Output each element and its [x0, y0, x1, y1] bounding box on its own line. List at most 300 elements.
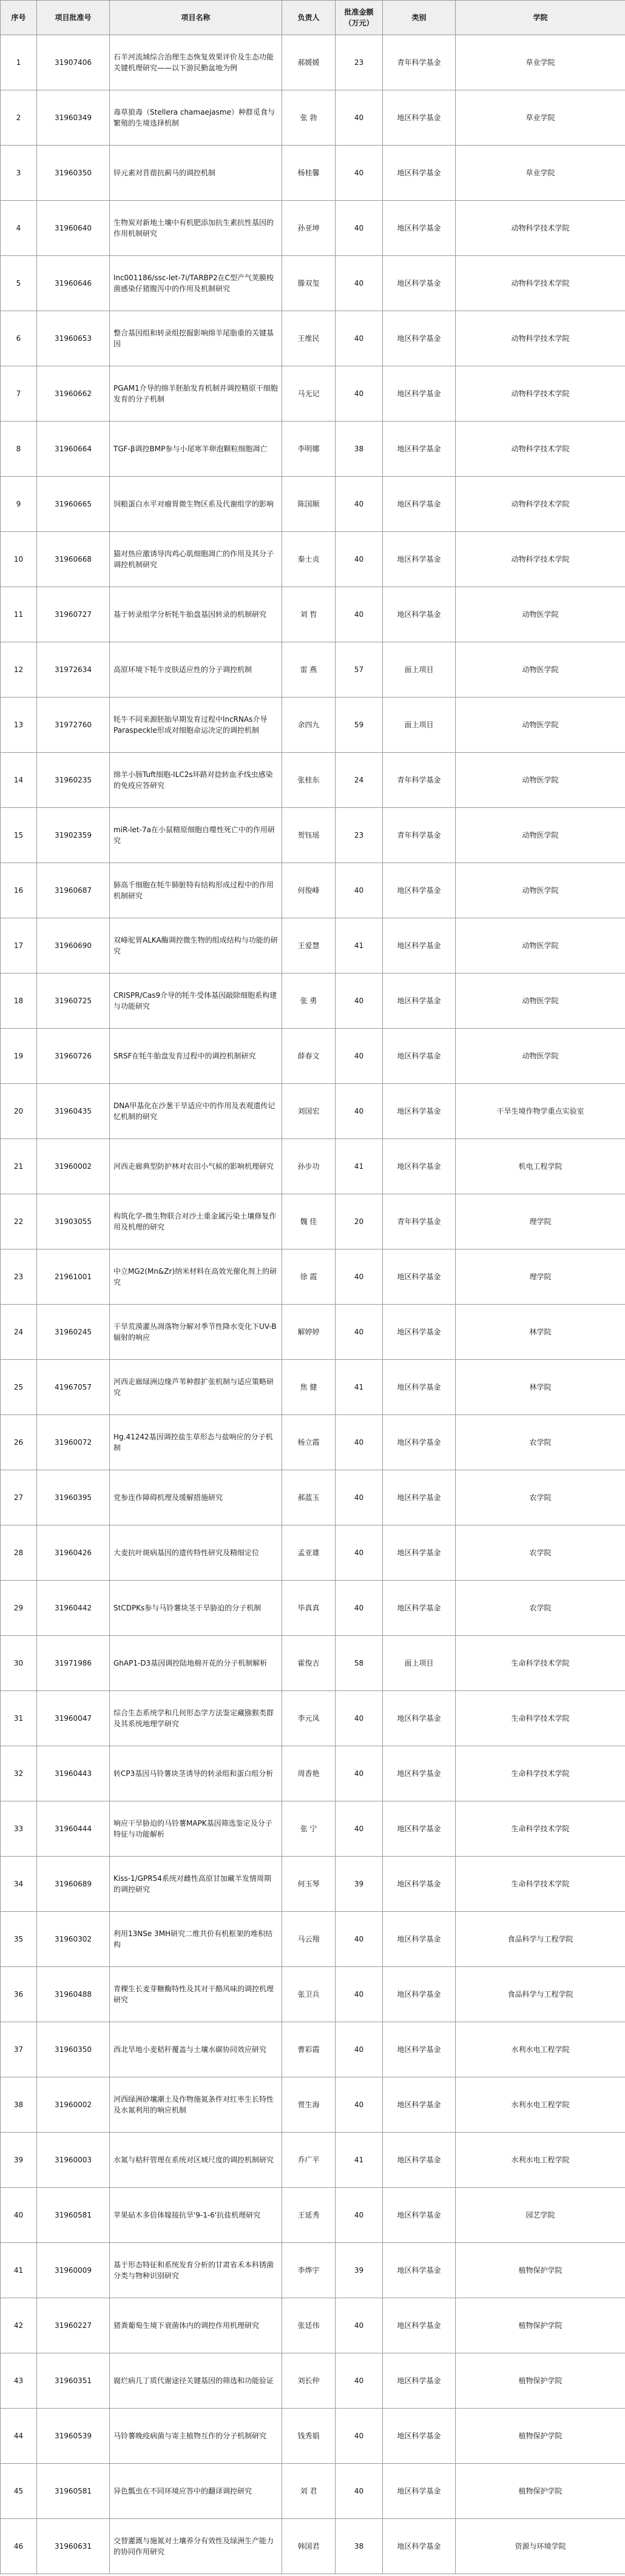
approval-number-cell: 31960002	[37, 1139, 110, 1194]
amount-cell: 40	[336, 863, 383, 918]
college-cell: 农学院	[456, 1470, 625, 1525]
table-row	[1, 753, 625, 808]
row-index-cell: 7	[1, 366, 37, 422]
category-cell: 地区科学基金	[383, 918, 456, 974]
table-row	[1, 698, 625, 753]
principal-cell: 曹彩霞	[282, 2022, 336, 2077]
header-project-title: 项目名称	[110, 1, 282, 35]
header-principal: 负责人	[282, 1, 336, 35]
row-index-cell: 46	[1, 2519, 37, 2574]
college-cell: 植物保护学院	[456, 2353, 625, 2409]
college-cell: 动物医学院	[456, 974, 625, 1029]
table-row	[1, 2298, 625, 2353]
table-row	[1, 1084, 625, 1139]
principal-cell: 薛春文	[282, 1029, 336, 1084]
amount-cell: 40	[336, 2353, 383, 2409]
project-title-cell: 绵羊小肠Tuft细胞-ILC2s环路对捻转血矛线虫感染的免疫应答研究	[110, 753, 282, 808]
principal-cell: 霍俊吉	[282, 1636, 336, 1691]
principal-cell: 徐 霞	[282, 1249, 336, 1305]
project-title-cell: 饲粮蛋白水平对瘤胃微生物区系及代谢组学的影响	[110, 477, 282, 532]
approval-number-cell: 31960009	[37, 2243, 110, 2298]
row-index-cell: 18	[1, 974, 37, 1029]
college-cell: 资源与环境学院	[456, 2519, 625, 2574]
row-index-cell: 26	[1, 1415, 37, 1470]
table-row	[1, 1857, 625, 1912]
project-title-cell: 西北旱地小麦秸秆覆盖与土壤水碳协同效应研究	[110, 2022, 282, 2077]
approval-number-cell: 31960235	[37, 753, 110, 808]
project-title-cell: lnc001186/ssc-let-7i/TARBP2在C型产气荚膜梭菌感染仔猪腹泻中的作用及机制研究	[110, 256, 282, 311]
table-row	[1, 2077, 625, 2133]
row-index-cell: 20	[1, 1084, 37, 1139]
amount-cell: 38	[336, 422, 383, 477]
college-cell: 干旱生境作物学重点实验室	[456, 1084, 625, 1139]
row-index-cell: 29	[1, 1581, 37, 1636]
amount-cell: 20	[336, 1194, 383, 1249]
amount-cell: 40	[336, 1249, 383, 1305]
approval-number-cell: 31960727	[37, 587, 110, 642]
table-row	[1, 642, 625, 698]
approval-number-cell: 41967057	[37, 1360, 110, 1415]
category-cell: 地区科学基金	[383, 532, 456, 587]
approval-number-cell: 31960227	[37, 2298, 110, 2353]
amount-cell: 40	[336, 477, 383, 532]
college-cell: 生命科学技术学院	[456, 1801, 625, 1857]
amount-cell: 39	[336, 1857, 383, 1912]
principal-cell: 杨立霞	[282, 1415, 336, 1470]
row-index-cell: 8	[1, 422, 37, 477]
amount-cell: 41	[336, 1139, 383, 1194]
project-title-cell: 中立MG2(Mn&Zr)纳米材料在高效光催化剂上的研究	[110, 1249, 282, 1305]
project-title-cell: 猫对热应激诱导肉鸡心肌细胞凋亡的作用及其分子调控机制研究	[110, 532, 282, 587]
row-index-cell: 24	[1, 1305, 37, 1360]
table-row	[1, 1967, 625, 2022]
approval-number-cell: 31960539	[37, 2409, 110, 2464]
table-row	[1, 1249, 625, 1305]
project-title-cell: PGAM1介导的绵羊胚胎发育机制并调控精原干细胞发育的分子机制	[110, 366, 282, 422]
amount-cell: 40	[336, 532, 383, 587]
college-cell: 生命科学技术学院	[456, 1857, 625, 1912]
college-cell: 动物科学技术学院	[456, 366, 625, 422]
amount-cell: 23	[336, 808, 383, 863]
amount-cell: 40	[336, 1691, 383, 1746]
header-category: 类别	[383, 1, 456, 35]
college-cell: 食品科学与工程学院	[456, 1912, 625, 1967]
row-index-cell: 9	[1, 477, 37, 532]
principal-cell: 何俊峰	[282, 863, 336, 918]
approval-number-cell: 31960690	[37, 918, 110, 974]
approval-number-cell: 31960662	[37, 366, 110, 422]
approval-number-cell: 31971986	[37, 1636, 110, 1691]
amount-cell: 41	[336, 2133, 383, 2188]
row-index-cell: 10	[1, 532, 37, 587]
approval-number-cell: 31902359	[37, 808, 110, 863]
row-index-cell: 17	[1, 918, 37, 974]
category-cell: 地区科学基金	[383, 2077, 456, 2133]
amount-cell: 40	[336, 1029, 383, 1084]
project-title-cell: 综合生态系统学和几何形态学方法鉴定藏猕猴类群及其系统地理学研究	[110, 1691, 282, 1746]
project-title-cell: 腐烂病几丁质代谢途径关键基因的筛选和功能验证	[110, 2353, 282, 2409]
approval-number-cell: 31960245	[37, 1305, 110, 1360]
category-cell: 地区科学基金	[383, 2298, 456, 2353]
row-index-cell: 19	[1, 1029, 37, 1084]
category-cell: 地区科学基金	[383, 2133, 456, 2188]
college-cell: 动物科学技术学院	[456, 311, 625, 366]
project-title-cell: 河西走廊绿洲边缘芦苇种群扩张机制与适应策略研究	[110, 1360, 282, 1415]
principal-cell: 雷 燕	[282, 642, 336, 698]
approval-number-cell: 31972760	[37, 698, 110, 753]
table-row	[1, 2022, 625, 2077]
principal-cell: 杨桂馨	[282, 146, 336, 201]
category-cell: 地区科学基金	[383, 1139, 456, 1194]
project-title-cell: 干旱荒漠灌丛凋落物分解对季节性降水变化下UV-B辐射的响应	[110, 1305, 282, 1360]
category-cell: 地区科学基金	[383, 90, 456, 146]
table-row	[1, 2409, 625, 2464]
project-title-cell: 响应干旱胁迫的马铃薯MAPK基因筛选鉴定及分子特征与功能解析	[110, 1801, 282, 1857]
approval-number-cell: 31960664	[37, 422, 110, 477]
college-cell: 植物保护学院	[456, 2243, 625, 2298]
row-index-cell: 15	[1, 808, 37, 863]
category-cell: 青年科学基金	[383, 808, 456, 863]
college-cell: 植物保护学院	[456, 2298, 625, 2353]
project-title-cell: 整合基因组和转录组挖掘影响绵羊尾脂重的关键基因	[110, 311, 282, 366]
amount-cell: 40	[336, 2298, 383, 2353]
category-cell: 地区科学基金	[383, 1029, 456, 1084]
row-index-cell: 23	[1, 1249, 37, 1305]
college-cell: 农学院	[456, 1581, 625, 1636]
amount-cell: 40	[336, 2077, 383, 2133]
category-cell: 地区科学基金	[383, 311, 456, 366]
category-cell: 地区科学基金	[383, 974, 456, 1029]
college-cell: 农学院	[456, 1415, 625, 1470]
college-cell: 园艺学院	[456, 2188, 625, 2243]
college-cell: 动物科学技术学院	[456, 201, 625, 256]
table-row	[1, 1581, 625, 1636]
project-title-cell: 青稞生长麦芽糖酶特性及其对干酪风味的调控机理研究	[110, 1967, 282, 2022]
category-cell: 地区科学基金	[383, 1691, 456, 1746]
approval-number-cell: 31960426	[37, 1525, 110, 1581]
project-title-cell: 基于形态特征和系统发育分析的甘肃省禾本科锈菌分类与物种识别研究	[110, 2243, 282, 2298]
principal-cell: 魏 佳	[282, 1194, 336, 1249]
table-row	[1, 1139, 625, 1194]
table-row	[1, 1029, 625, 1084]
principal-cell: 刘 哲	[282, 587, 336, 642]
table-row	[1, 366, 625, 422]
approval-number-cell: 31960047	[37, 1691, 110, 1746]
project-title-cell: 交替灌溉与施氮对土壤养分有效性及绿洲生产能力的协同作用研究	[110, 2519, 282, 2574]
category-cell: 地区科学基金	[383, 863, 456, 918]
category-cell: 面上项目	[383, 698, 456, 753]
college-cell: 动物科学技术学院	[456, 532, 625, 587]
row-index-cell: 43	[1, 2353, 37, 2409]
row-index-cell: 41	[1, 2243, 37, 2298]
principal-cell: 孙亚坤	[282, 201, 336, 256]
category-cell: 地区科学基金	[383, 1581, 456, 1636]
row-index-cell: 22	[1, 1194, 37, 1249]
category-cell: 面上项目	[383, 1636, 456, 1691]
principal-cell: 马无记	[282, 366, 336, 422]
category-cell: 地区科学基金	[383, 256, 456, 311]
table-row	[1, 2243, 625, 2298]
project-title-cell: 猪粪葡萄生境下衰菌体内的调控作用机理研究	[110, 2298, 282, 2353]
approval-number-cell: 31960640	[37, 201, 110, 256]
table-row	[1, 1636, 625, 1691]
principal-cell: 滕双玺	[282, 256, 336, 311]
row-index-cell: 2	[1, 90, 37, 146]
college-cell: 草业学院	[456, 35, 625, 90]
category-cell: 青年科学基金	[383, 35, 456, 90]
amount-cell: 40	[336, 1470, 383, 1525]
project-title-cell: StCDPKs参与马铃薯块茎干旱胁迫的分子机制	[110, 1581, 282, 1636]
row-index-cell: 44	[1, 2409, 37, 2464]
principal-cell: 韩国君	[282, 2519, 336, 2574]
table-row	[1, 1912, 625, 1967]
table-row	[1, 918, 625, 974]
project-title-cell: CRISPR/Cas9介导的牦牛受体基因敲除细胞系构建与功能研究	[110, 974, 282, 1029]
header-college: 学院	[456, 1, 625, 35]
principal-cell: 张桂东	[282, 753, 336, 808]
principal-cell: 钱秀娟	[282, 2409, 336, 2464]
category-cell: 地区科学基金	[383, 477, 456, 532]
amount-cell: 39	[336, 2243, 383, 2298]
row-index-cell: 25	[1, 1360, 37, 1415]
table-body	[1, 35, 625, 2574]
principal-cell: 张 宁	[282, 1801, 336, 1857]
table-row	[1, 256, 625, 311]
approval-number-cell: 31960581	[37, 2464, 110, 2519]
row-index-cell: 11	[1, 587, 37, 642]
approval-number-cell: 31960687	[37, 863, 110, 918]
table-row	[1, 2133, 625, 2188]
table-row	[1, 1746, 625, 1801]
project-title-cell: Hg.41242基因调控盐生草形态与盐响应的分子机制	[110, 1415, 282, 1470]
category-cell: 青年科学基金	[383, 753, 456, 808]
table-row	[1, 1801, 625, 1857]
principal-cell: 马云翔	[282, 1912, 336, 1967]
approval-number-cell: 31960726	[37, 1029, 110, 1084]
category-cell: 地区科学基金	[383, 2243, 456, 2298]
project-title-cell: 高原环境下牦牛皮肤适应性的分子调控机制	[110, 642, 282, 698]
category-cell: 地区科学基金	[383, 1360, 456, 1415]
principal-cell: 何玉琴	[282, 1857, 336, 1912]
table-row	[1, 1470, 625, 1525]
amount-cell: 40	[336, 1801, 383, 1857]
amount-cell: 40	[336, 2409, 383, 2464]
table-row	[1, 532, 625, 587]
amount-cell: 40	[336, 1525, 383, 1581]
row-index-cell: 4	[1, 201, 37, 256]
row-index-cell: 37	[1, 2022, 37, 2077]
amount-cell: 40	[336, 146, 383, 201]
header-row	[1, 1, 625, 35]
table-row	[1, 90, 625, 146]
principal-cell: 陈国顺	[282, 477, 336, 532]
row-index-cell: 14	[1, 753, 37, 808]
approval-number-cell: 21961001	[37, 1249, 110, 1305]
college-cell: 理学院	[456, 1194, 625, 1249]
principal-cell: 贾生海	[282, 2077, 336, 2133]
row-index-cell: 21	[1, 1139, 37, 1194]
table-row	[1, 2353, 625, 2409]
amount-cell: 40	[336, 311, 383, 366]
college-cell: 动物科学技术学院	[456, 422, 625, 477]
row-index-cell: 3	[1, 146, 37, 201]
category-cell: 地区科学基金	[383, 2188, 456, 2243]
row-index-cell: 40	[1, 2188, 37, 2243]
principal-cell: 郝蓝玉	[282, 1470, 336, 1525]
approval-number-cell: 31960668	[37, 532, 110, 587]
table-row	[1, 2519, 625, 2574]
approval-number-cell: 31960395	[37, 1470, 110, 1525]
row-index-cell: 35	[1, 1912, 37, 1967]
principal-cell: 刘 君	[282, 2464, 336, 2519]
row-index-cell: 5	[1, 256, 37, 311]
college-cell: 生命科学技术学院	[456, 1691, 625, 1746]
project-title-cell: 毒草狼毒（Stellera chamaejasme）种群觅食与繁殖的生境选择机制	[110, 90, 282, 146]
row-index-cell: 12	[1, 642, 37, 698]
amount-cell: 40	[336, 1305, 383, 1360]
row-index-cell: 28	[1, 1525, 37, 1581]
amount-cell: 40	[336, 1581, 383, 1636]
college-cell: 动物医学院	[456, 863, 625, 918]
table-row	[1, 2188, 625, 2243]
college-cell: 生命科学技术学院	[456, 1636, 625, 1691]
college-cell: 植物保护学院	[456, 2409, 625, 2464]
table-row	[1, 2464, 625, 2519]
category-cell: 地区科学基金	[383, 1801, 456, 1857]
approval-number-cell: 31960443	[37, 1746, 110, 1801]
principal-cell: 周香艳	[282, 1746, 336, 1801]
principal-cell: 王维民	[282, 311, 336, 366]
category-cell: 地区科学基金	[383, 201, 456, 256]
table-row	[1, 587, 625, 642]
category-cell: 地区科学基金	[383, 1084, 456, 1139]
project-title-cell: 牦牛不同来源胚胎早期发育过程中lncRNAs介导Paraspeckle形成对细胞命运决定的调控机制	[110, 698, 282, 753]
category-cell: 地区科学基金	[383, 146, 456, 201]
project-title-cell: 锌元素对苜蓿抗蓟马的调控机制	[110, 146, 282, 201]
amount-cell: 40	[336, 974, 383, 1029]
category-cell: 地区科学基金	[383, 1912, 456, 1967]
college-cell: 林学院	[456, 1305, 625, 1360]
amount-cell: 24	[336, 753, 383, 808]
row-index-cell: 30	[1, 1636, 37, 1691]
row-index-cell: 27	[1, 1470, 37, 1525]
category-cell: 地区科学基金	[383, 366, 456, 422]
amount-cell: 40	[336, 2464, 383, 2519]
college-cell: 动物医学院	[456, 918, 625, 974]
category-cell: 面上项目	[383, 642, 456, 698]
header-index: 序号	[1, 1, 37, 35]
college-cell: 草业学院	[456, 90, 625, 146]
approval-number-cell: 31960351	[37, 2353, 110, 2409]
college-cell: 理学院	[456, 1249, 625, 1305]
category-cell: 地区科学基金	[383, 2464, 456, 2519]
college-cell: 草业学院	[456, 146, 625, 201]
project-title-cell: 基于转录组学分析牦牛胎盘基因转录的机制研究	[110, 587, 282, 642]
table-row	[1, 201, 625, 256]
amount-cell: 40	[336, 201, 383, 256]
principal-cell: 张廷伟	[282, 2298, 336, 2353]
college-cell: 农学院	[456, 1525, 625, 1581]
project-title-cell: 转CP3基因马铃薯块茎诱导的转录组和蛋白组分析	[110, 1746, 282, 1801]
amount-cell: 41	[336, 918, 383, 974]
amount-cell: 40	[336, 2022, 383, 2077]
project-title-cell: 双峰驼胃ALKA酶调控微生物的组成结构与功能的研究	[110, 918, 282, 974]
category-cell: 地区科学基金	[383, 2519, 456, 2574]
college-cell: 林学院	[456, 1360, 625, 1415]
project-title-cell: 肺高千细胞在牦牛肺脏特有结构形成过程中的作用机制研究	[110, 863, 282, 918]
table-row	[1, 1360, 625, 1415]
project-title-cell: 马铃薯晚疫病菌与寄主植物互作的分子机制研究	[110, 2409, 282, 2464]
amount-cell: 40	[336, 1746, 383, 1801]
row-index-cell: 33	[1, 1801, 37, 1857]
amount-cell: 58	[336, 1636, 383, 1691]
principal-cell: 张 勇	[282, 974, 336, 1029]
row-index-cell: 16	[1, 863, 37, 918]
college-cell: 动物医学院	[456, 698, 625, 753]
college-cell: 食品科学与工程学院	[456, 1967, 625, 2022]
row-index-cell: 6	[1, 311, 37, 366]
approval-number-cell: 31960302	[37, 1912, 110, 1967]
project-title-cell: GhAP1-D3基因调控陆地棉开花的分子机制解析	[110, 1636, 282, 1691]
category-cell: 地区科学基金	[383, 2353, 456, 2409]
college-cell: 动物科学技术学院	[456, 256, 625, 311]
approval-number-cell: 31960653	[37, 311, 110, 366]
approval-number-cell: 31972634	[37, 642, 110, 698]
category-cell: 地区科学基金	[383, 1525, 456, 1581]
approval-number-cell: 31960488	[37, 1967, 110, 2022]
principal-cell: 王爱慧	[282, 918, 336, 974]
table-row	[1, 974, 625, 1029]
approval-number-cell: 31960349	[37, 90, 110, 146]
row-index-cell: 36	[1, 1967, 37, 2022]
table-row	[1, 1691, 625, 1746]
table-row	[1, 863, 625, 918]
principal-cell: 李烨宇	[282, 2243, 336, 2298]
category-cell: 地区科学基金	[383, 1249, 456, 1305]
approval-number-cell: 31960444	[37, 1801, 110, 1857]
amount-cell: 59	[336, 698, 383, 753]
project-title-cell: 苹果砧木多倍体嫁接抗旱'9-1-6'抗盐机理研究	[110, 2188, 282, 2243]
table-row	[1, 1194, 625, 1249]
college-cell: 动物医学院	[456, 808, 625, 863]
category-cell: 地区科学基金	[383, 587, 456, 642]
approval-number-cell: 31960665	[37, 477, 110, 532]
category-cell: 地区科学基金	[383, 2409, 456, 2464]
approval-number-cell: 31960631	[37, 2519, 110, 2574]
table-row	[1, 1415, 625, 1470]
row-index-cell: 34	[1, 1857, 37, 1912]
college-cell: 动物医学院	[456, 1029, 625, 1084]
principal-cell: 张 勃	[282, 90, 336, 146]
approval-number-cell: 31907406	[37, 35, 110, 90]
principal-cell: 贺钰瑶	[282, 808, 336, 863]
principal-cell: 郝媛媛	[282, 35, 336, 90]
college-cell: 生命科学技术学院	[456, 1746, 625, 1801]
category-cell: 青年科学基金	[383, 1194, 456, 1249]
principal-cell: 刘长仲	[282, 2353, 336, 2409]
project-title-cell: 水氮与秸秆管理在系统对区域尺度的调控机制研究	[110, 2133, 282, 2188]
amount-cell: 23	[336, 35, 383, 90]
approval-number-cell: 31960581	[37, 2188, 110, 2243]
amount-cell: 40	[336, 587, 383, 642]
principal-cell: 余四九	[282, 698, 336, 753]
approval-number-cell: 31960002	[37, 2077, 110, 2133]
project-title-cell: 党参连作障碍机理及缓解措施研究	[110, 1470, 282, 1525]
project-title-cell: 大麦抗叶斑病基因的遗传特性研究及精细定位	[110, 1525, 282, 1581]
approval-number-cell: 31960442	[37, 1581, 110, 1636]
principal-cell: 焦 健	[282, 1360, 336, 1415]
category-cell: 地区科学基金	[383, 1305, 456, 1360]
